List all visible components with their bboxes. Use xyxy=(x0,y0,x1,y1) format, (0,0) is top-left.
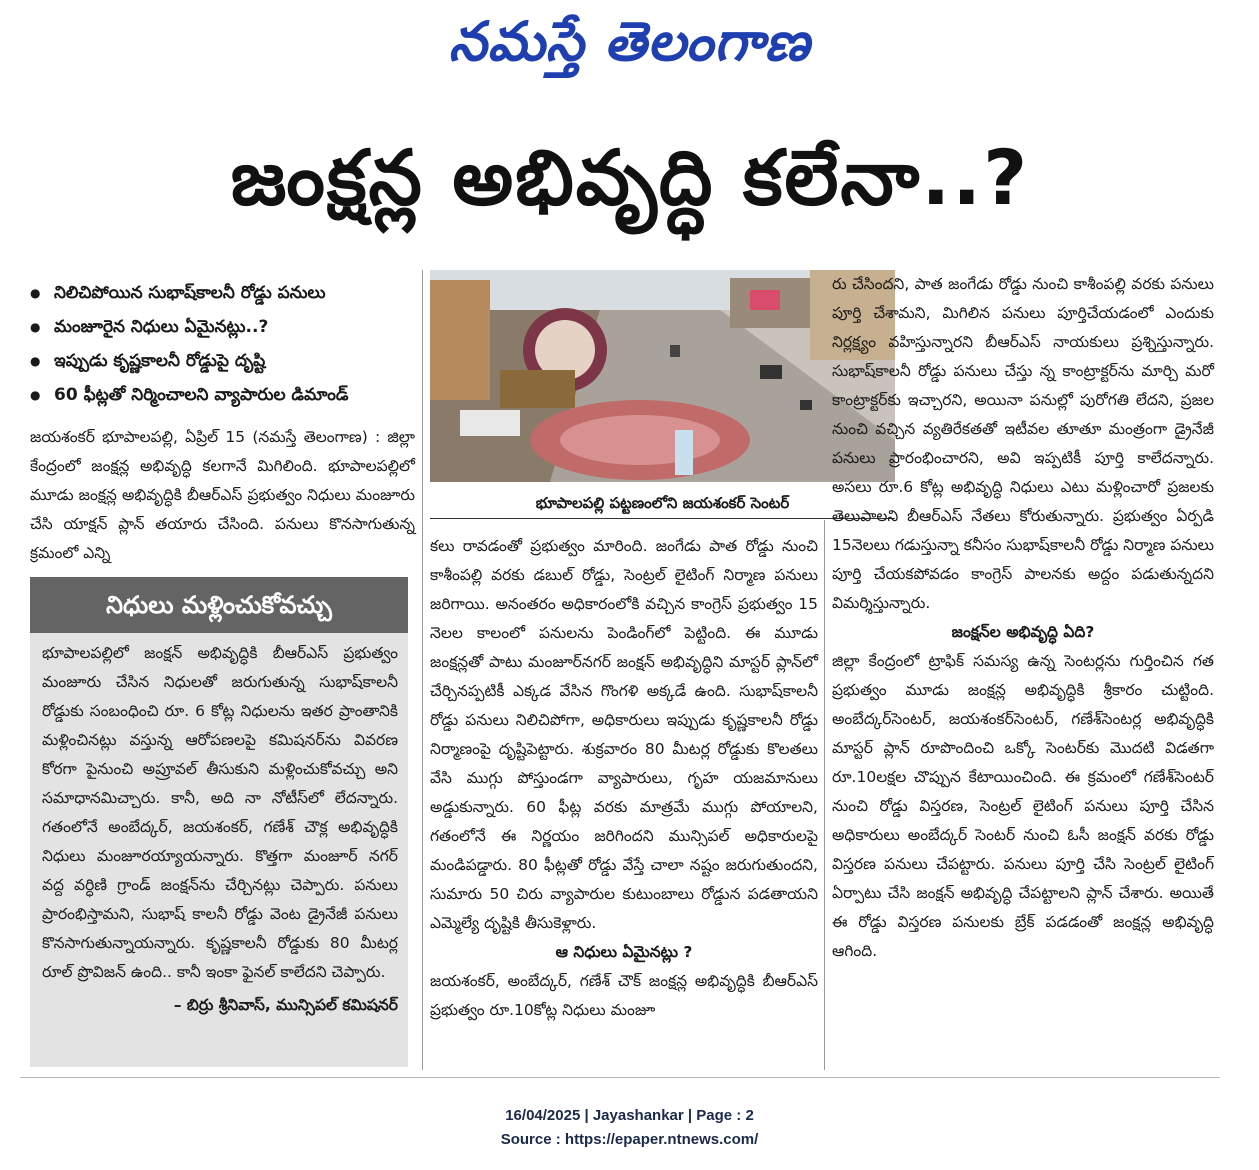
column-paragraph: కలు రావడంతో ప్రభుత్వం మారింది. జంగేడు పాత రోడ్డు నుంచి కాశీంపల్లి వరకు డబుల్ రోడ్డు, సెంట్రల్ లైటింగ్ నిర్మాణ పనులు జరిగాయి. అనంతరం అధికారంలోకి వచ్చిన కాంగ్రెస్ ప్రభుత్వం 15 నెలల కాలంలో పనులను పెండింగ్‌లో పెట్టింది. ఈ మూడు జంక్షన్లతో పాటు మంజూర్‌నగర్ జంక్షన్ అభివృద్ధిని మాస్టర్ ప్లాన్‌లో చేర్చినప్పటికీ ఎక్కడ వేసిన గొంగళి అక్కడే ఉంది. సుభాష్‌కాలనీ రోడ్డు పనులు నిలిచిపోగా, అధికారులు ఇప్పుడు కృష్ణకాలనీ రోడ్డు నిర్మాణంపై దృష్టిపెట్టారు. శుక్రవారం 80 మీటర్ల రోడ్డుకు కొలతలు వేసి ముగ్గు పోస్తుండగా వ్యాపారులు, గృహ యజమానులు అడ్డుకున్నారు. 60 ఫీట్ల వరకు మాత్రమే ముగ్గు పోయాలని, గతంలోనే ఈ నిర్ణయం జరిగిందని మున్సిపల్ అధికారులపై మండిపడ్డారు. 80 ఫీట్లతో రోడ్డు వేస్తే చాలా నష్టం జరుగుతుందని, సుమారు 50 చిరు వ్యాపారుల కుటుంబాలు రోడ్డున పడతాయని ఎమ్మెల్యే దృష్టికి తీసుకెళ్లారు. xyxy=(430,537,818,932)
junction-photo xyxy=(430,270,895,482)
bullet-item: ● నిలిచిపోయిన సుభాష్‌కాలనీ రోడ్డు పనులు xyxy=(30,276,420,310)
photo-caption: భూపాలపల్లి పట్టణంలోని జయశంకర్ సెంటర్ xyxy=(430,488,895,519)
column-paragraph: జిల్లా కేంద్రంలో ట్రాఫిక్ సమస్య ఉన్న సెంటర్లను గుర్తించిన గత ప్రభుత్వం మూడు జంక్షన్ల అభివృద్ధికి శ్రీకారం చుట్టింది. అంబేద్కర్‌సెంటర్, జయశంకర్‌సెంటర్, గణేశ్‌సెంటర్ల అభివృద్ధికి మాస్టర్ ప్లాన్ రూపొందించి ఒక్కో సెంటర్‌కు మొదటి విడతగా రూ.10లక్షల చొప్పున కేటాయించింది. ఈ క్రమంలో గణేశ్‌సెంటర్ నుంచి రోడ్డు విస్తరణ, సెంట్రల్ లైటింగ్ పనులు పూర్తి చేసిన అధికారులు అంబేద్కర్ సెంటర్ నుంచి ఓసీ జంక్షన్ వరకు రోడ్డు విస్తరణ పనులు చేపట్టారు. పనులు పూర్తి చేసి సెంట్రల్ లైటింగ్ ఏర్పాటు చేసి జంక్షన్ అభివృద్ధి చేపట్టాలని ప్లాన్ చేశారు. అయితే ఈ రోడ్డు విస్తరణ పనులకు బ్రేక్ పడడంతో జంక్షన్ల అభివృద్ధి ఆగింది. xyxy=(832,652,1214,960)
sidebox-body xyxy=(30,633,408,1020)
column-paragraph: రు చేసిందని, పాత జంగేడు రోడ్డు నుంచి కాశీంపల్లి వరకు పనులు పూర్తి చేశామని, మిగిలిన పనులు పూర్తిచేయడంలో ఎందుకు నిర్లక్ష్యం వహిస్తున్నారని బీఆర్‌ఎస్ నాయకులు ప్రశ్నిస్తున్నారు. సుభాష్‌కాలనీ రోడ్డు పనులు చేస్తు న్న కాంట్రాక్టర్‌ను మార్చి మరో కాంట్రాక్టర్‌కు ఇచ్చారని, అయినా పనుల్లో పురోగతి లేదని, ప్రజల నుంచి వచ్చిన వ్యతిరేకతతో ఇటీవల తూతూ మంత్రంగా డ్రైనేజీ పనులు ప్రారంభించారని, అవి ఇప్పటికీ పూర్తి కాలేదన్నారు. అసలు రూ.6 కోట్ల అభివృద్ధి నిధులు ఎటు మళ్లించారో ప్రజలకు తెలుపాలని బీఆర్‌ఎస్ నేతలు కోరుతున్నారు. ప్రభుత్వం ఏర్పడి 15నెలలు గడుస్తున్నా కనీసం సుభాష్‌కాలనీ రోడ్డు నిర్మాణ పనులు పూర్తి చేయకపోవడం కాంగ్రెస్ పాలనకు అద్దం పడుతున్నదని విమర్శిస్తున్నారు. xyxy=(832,275,1214,612)
sidebox-attribution: – బిర్రు శ్రీనివాస్, మున్సిపల్ కమిషనర్ xyxy=(173,996,398,1014)
intro-paragraph: జయశంకర్ భూపాలపల్లి, ఏప్రిల్ 15 (నమస్తే తెలంగాణ) : జిల్లా కేంద్రంలో జంక్షన్ల అభివృద్ధి కలగానే మిగిలింది. భూపాలపల్లిలో మూడు జంక్షన్ల అభివృద్ధికి బీఆర్‌ఎస్ ప్రభుత్వం నిధులు మంజూరు చేసి యాక్షన్ ప్లాన్ తయారు చేసింది. పనులు కొనసాగుతున్న క్రమంలో ఎన్ని xyxy=(30,428,415,562)
footer-divider xyxy=(20,1077,1220,1078)
article-intro xyxy=(30,423,415,568)
sidebox-title: నిధులు మళ్లించుకోవచ్చు xyxy=(30,577,408,633)
column-paragraph: జయశంకర్, అంబేద్కర్, గణేశ్ చౌక్ జంక్షన్ల అభివృద్ధికి బీఆర్‌ఎస్ ప్రభుత్వం రూ.10కోట్ల నిధులు మంజూ xyxy=(430,972,818,1019)
article-column-3 xyxy=(832,270,1214,966)
sidebox-paragraph: భూపాలపల్లిలో జంక్షన్ అభివృద్ధికి బీఆర్‌ఎస్ ప్రభుత్వం మంజూరు చేసిన నిధులతో జరుగుతున్న సుభాష్‌కాలనీ రోడ్డుకు సంబంధించి రూ. 6 కోట్ల నిధులను ఇతర ప్రాంతానికి మళ్లించినట్లు వస్తున్న ఆరోపణలపై కమిషనర్‌ను వివరణ కోరగా పైనుంచి అప్రూవల్ తీసుకుని మళ్లించుకోవచ్చు అని సమాధానమిచ్చారు. కానీ, అది నా నోటీస్‌లో లేదన్నారు. గతంలోనే అంబేద్కర్, జయశంకర్, గణేశ్ చౌక్ల అభివృద్ధికి నిధులు మంజూరయ్యాయన్నారు. కొత్తగా మంజూర్ నగర్ వద్ద వర్ధిణి గ్రాండ్ జంక్షన్‌ను చేర్చినట్లు చెప్పారు. పనులు ప్రారంభిస్తామని, సుభాష్ కాలనీ రోడ్డు వెంట డ్రైనేజీ పనులు కొనసాగుతున్నాయన్నారు. కృష్ణకాలనీ రోడ్డుకు 80 మీటర్ల రూల్ ప్రొవిజన్ ఉంది.. కానీ ఇంకా ఫైనల్ కాలేదని చెప్పారు. xyxy=(42,644,398,981)
column-divider xyxy=(422,270,423,1070)
column-subheading: ఆ నిధులు ఏమైనట్లు ? xyxy=(555,943,693,961)
newspaper-masthead: నమస్తే తెలంగాణ xyxy=(448,9,811,73)
bullet-item: ● 60 ఫీట్లతో నిర్మించాలని వ్యాపారుల డిమాండ్ xyxy=(30,378,420,412)
bullet-item: ● ఇప్పుడు కృష్ణకాలనీ రోడ్డుపై దృష్టి xyxy=(30,344,420,378)
column-subheading: జంక్షన్‌ల అభివృద్ధి ఏది? xyxy=(951,623,1095,641)
sidebox xyxy=(30,577,408,1067)
highlight-bullets xyxy=(30,276,420,412)
bullet-item: ● మంజూరైన నిధులు ఏమైనట్లు..? xyxy=(30,310,420,344)
article-headline: జంక్షన్ల అభివృద్ధి కలేనా..? xyxy=(230,133,1030,222)
column-divider xyxy=(824,520,825,1070)
footer-date-line: 16/04/2025 | Jayashankar | Page : 2 xyxy=(505,1107,754,1124)
footer-source-line: Source : https://epaper.ntnews.com/ xyxy=(500,1131,759,1148)
article-column-2 xyxy=(430,532,818,1025)
